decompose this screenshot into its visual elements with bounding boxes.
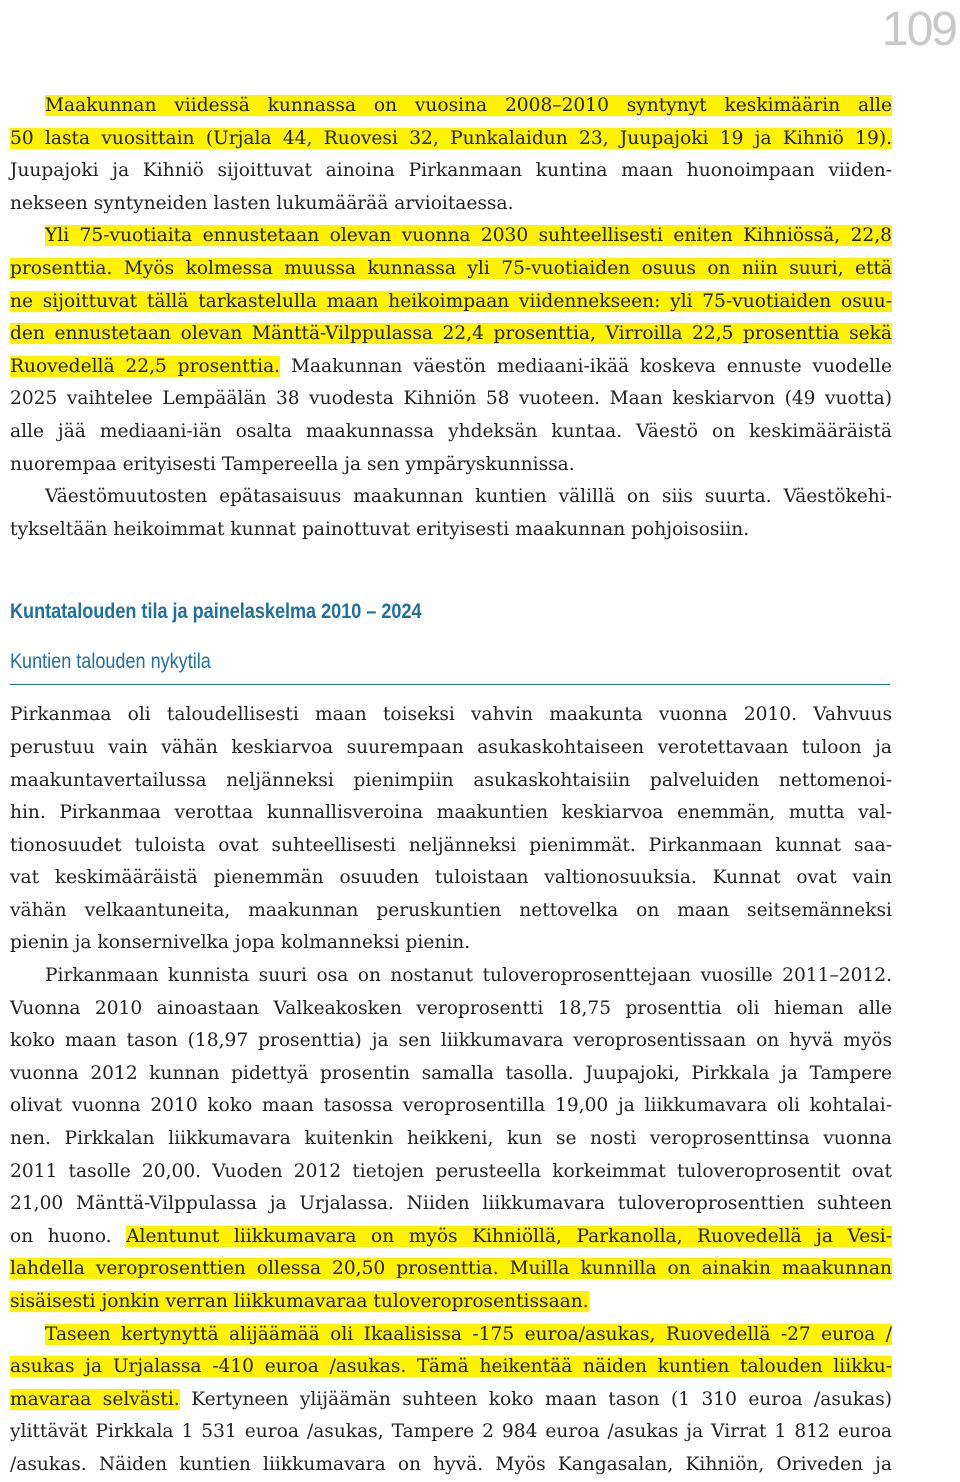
text-line (10, 155, 892, 188)
paragraph-birth-rates (10, 90, 892, 220)
text-line (10, 286, 892, 319)
highlighted-text: Ruovedellä 22,5 prosenttia. (10, 355, 281, 377)
highlighted-text: Taseen kertynyttä alijäämää oli Ikaalisissa -175 euroa/asukas, Ruovedellä -27 euroa / (45, 1323, 892, 1345)
plain-text: olivat vuonna 2010 koko maan tasossa veroprosentilla 19,00 ja liikkumavara oli kohtalai- (10, 1095, 892, 1117)
plain-text: Pirkanmaan kunnista suuri osa on nostanut tuloveroprosenttejaan vuosille 2011–2012. (45, 965, 892, 987)
plain-text: Kertyneen ylijäämän suhteen koko maan tason (1 310 euroa /asukas) (179, 1388, 892, 1410)
text-line: hin. Pirkanmaa verottaa kunnallisveroina maakuntien keskiarvoa enemmän, mutta val- (10, 802, 892, 824)
text-line (10, 90, 892, 123)
text-line (10, 1123, 892, 1156)
plain-text: koko maan tason (18,97 prosenttia) ja sen liikkumavara veroprosentissaan on hyvä myös (10, 1030, 892, 1052)
text-line (10, 1025, 892, 1058)
subsection-heading: Kuntien talouden nykytila (10, 650, 211, 674)
text-line: tykseltään heikoimmat kunnat painottuvat erityisesti maakunnan pohjoisosiin. (10, 518, 750, 540)
highlighted-text: lahdella veroprosenttien ollessa 20,50 prosenttia. Muilla kunnilla on ainakin maakunnan (10, 1258, 892, 1280)
text-line (10, 1384, 892, 1417)
page-content (10, 90, 892, 1482)
text-line (10, 1286, 892, 1319)
text-line: Pirkanmaa oli taloudellisesti maan toiseksi vahvin maakunta vuonna 2010. Vahvuus (10, 704, 892, 726)
plain-text: on huono. (10, 1225, 127, 1247)
text-line (10, 1449, 892, 1482)
highlighted-text: den ennustetaan olevan Mänttä-Vilppulassa 22,4 prosenttia, Virroilla 22,5 prosenttia sekä (10, 323, 892, 345)
highlighted-text: prosenttia. Myös kolmessa muussa kunnassa yli 75-vuotiaiden osuus on niin suuri, että (10, 257, 892, 279)
plain-text: alle jää mediaani-iän osalta maakunnassa yhdeksän kuntaa. Väestö on keskimääräistä (10, 420, 892, 442)
plain-text: nen. Pirkkalan liikkumavara kuitenkin heikkeni, kun se nosti veroprosenttinsa vuonna (10, 1128, 892, 1150)
plain-text: ylittävät Pirkkala 1 531 euroa /asukas, Tampere 2 984 euroa /asukas ja Virrat 1 812 euroa (10, 1421, 892, 1443)
text-line (10, 220, 892, 253)
highlighted-text: asukas ja Urjalassa -410 euroa /asukas. Tämä heikentää näiden kuntien talouden liikku- (10, 1356, 892, 1378)
plain-text: 2011 tasolle 20,00. Vuoden 2012 tietojen perusteella korkeimmat tuloveroprosentit ovat (10, 1160, 892, 1182)
text-line (10, 1319, 892, 1352)
text-line: tionosuudet tuloista ovat suhteellisesti neljänneksi pienimmät. Pirkanmaan kunnat saa- (10, 834, 892, 856)
section-gap (10, 546, 892, 596)
highlighted-text: Maakunnan viidessä kunnassa on vuosina 2008–2010 syntynyt keskimäärin alle (45, 95, 892, 116)
highlighted-text: 50 lasta vuosittain (Urjala 44, Ruovesi 32, Punkalaidun 23, Juupajoki 19 ja Kihniö 19). (10, 127, 892, 149)
text-line (10, 449, 892, 482)
highlighted-text: sisäisesti jonkin verran liikkumavaraa tuloveroprosentissaan. (10, 1291, 589, 1312)
text-line: vat keskimääräistä pienemmän osuuden tuloistaan valtionosuuksia. Kunnat ovat vain (10, 867, 892, 889)
paragraph-elderly-share (10, 220, 892, 481)
text-line (10, 1253, 892, 1286)
heading-divider (10, 684, 890, 685)
text-line (10, 1221, 892, 1254)
section-heading: Kuntatalouden tila ja painelaskelma 2010 – 2024 (10, 600, 422, 624)
highlighted-text: Alentunut liikkumavara on myös Kihniöllä, Parkanolla, Ruovedellä ja Vesi- (126, 1225, 893, 1247)
plain-text: 2025 vaihtelee Lempäälän 38 vuodesta Kihniön 58 vuoteen. Maan keskiarvon (49 vuotta) (10, 388, 892, 410)
text-line (10, 1090, 892, 1123)
plain-text: nekseen syntyneiden lasten lukumäärää arvioitaessa. (10, 192, 514, 214)
text-line: vähän velkaantuneita, maakunnan peruskuntien nettovelka on maan seitsemänneksi (10, 899, 892, 921)
text-line (10, 1416, 892, 1449)
text-line (10, 1188, 892, 1221)
text-line: pienin ja konsernivelka jopa kolmanneksi pienin. (10, 932, 471, 954)
plain-text: nuorempaa erityisesti Tampereella ja sen ympäryskunnissa. (10, 453, 575, 475)
paragraph-economy-overview (10, 699, 892, 960)
highlighted-text: Yli 75-vuotiaita ennustetaan olevan vuonna 2030 suhteellisesti eniten Kihniössä, 22,8 (45, 225, 892, 247)
paragraph-tax-rates (10, 960, 892, 1319)
page-number: 109 (881, 3, 956, 56)
paragraph-population-change (10, 481, 892, 546)
text-line (10, 416, 892, 449)
text-line (10, 383, 892, 416)
text-line (10, 1058, 892, 1091)
text-line: maakuntavertailussa neljänneksi pienimpiin asukaskohtaisiin palveluiden nettomenoi- (10, 769, 892, 791)
text-line (10, 351, 892, 384)
highlighted-text: ne sijoittuvat tällä tarkastelulla maan heikoimpaan viidennekseen: yli 75-vuotiaiden osuu- (10, 290, 892, 312)
text-line (10, 1351, 892, 1384)
plain-text: Maakunnan väestön mediaani-ikää koskeva ennuste vuodelle (290, 355, 892, 377)
highlighted-text: mavaraa selvästi. (10, 1388, 180, 1410)
text-line (10, 123, 892, 156)
text-line (10, 993, 892, 1026)
plain-text: Juupajoki ja Kihniö sijoittuvat ainoina Pirkanmaan kuntina maan huonoimpaan viiden- (10, 160, 892, 182)
paragraph-balance-deficit (10, 1319, 892, 1482)
plain-text: /asukas. Näiden kuntien liikkumavara on hyvä. Myös Kangasalan, Kihniön, Oriveden ja (10, 1453, 892, 1475)
text-line (10, 1156, 892, 1189)
text-line (10, 318, 892, 351)
text-line (10, 253, 892, 286)
text-line: perustuu vain vähän keskiarvoa suurempaan asukaskohtaiseen verotettavaan tuloon ja (10, 736, 892, 758)
text-line (10, 960, 892, 993)
plain-text: Vuonna 2010 ainoastaan Valkeakosken veroprosentti 18,75 prosenttia oli hieman alle (10, 997, 892, 1019)
plain-text: vuonna 2012 kunnan pidettyä prosentin samalla tasolla. Juupajoki, Pirkkala ja Tampere (10, 1062, 892, 1084)
text-line (10, 188, 892, 221)
text-line: Väestömuutosten epätasaisuus maakunnan kuntien välillä on siis suurta. Väestökehi- (45, 486, 892, 508)
plain-text: 21,00 Mänttä-Vilppulassa ja Urjalassa. Niiden liikkumavara tuloveroprosenttien suhteen (10, 1193, 892, 1215)
